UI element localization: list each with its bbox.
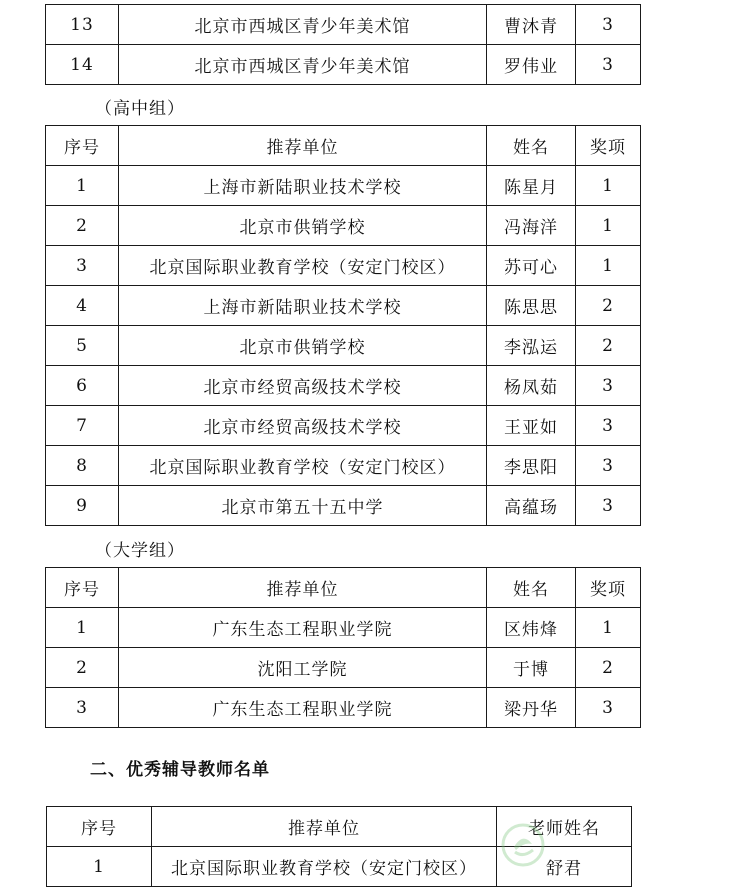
cell-unit: 上海市新陆职业技术学校 — [119, 286, 487, 326]
cell-unit: 北京市经贸高级技术学校 — [119, 366, 487, 406]
cell-no: 1 — [47, 847, 152, 887]
table-row — [46, 326, 641, 366]
cell-name: 于博 — [487, 648, 576, 688]
cell-award: 3 — [576, 5, 641, 45]
top-award-table — [45, 4, 641, 85]
cell-name: 杨凤茹 — [487, 366, 576, 406]
cell-award: 1 — [576, 206, 641, 246]
cell-no: 8 — [46, 446, 119, 486]
header-name: 姓名 — [487, 126, 576, 166]
table-row — [46, 5, 641, 45]
table-row — [46, 486, 641, 526]
table-row — [46, 286, 641, 326]
header-serial-number: 序号 — [46, 568, 119, 608]
high-school-group-label: （高中组） — [95, 99, 185, 119]
top-award-table-body — [46, 5, 641, 85]
cell-unit: 沈阳工学院 — [119, 648, 487, 688]
cell-no: 9 — [46, 486, 119, 526]
table-row — [46, 166, 641, 206]
header-serial-number: 序号 — [47, 807, 152, 847]
cell-name: 苏可心 — [487, 246, 576, 286]
cell-unit: 北京国际职业教育学校（安定门校区） — [152, 847, 497, 887]
header-name: 姓名 — [487, 568, 576, 608]
cell-name: 罗伟业 — [487, 45, 576, 85]
cell-name: 梁丹华 — [487, 688, 576, 728]
cell-award: 1 — [576, 246, 641, 286]
cell-name: 王亚如 — [487, 406, 576, 446]
cell-no: 3 — [46, 246, 119, 286]
cell-no: 1 — [46, 608, 119, 648]
table-row — [46, 246, 641, 286]
cell-unit: 北京国际职业教育学校（安定门校区） — [119, 446, 487, 486]
cell-unit: 北京市供销学校 — [119, 206, 487, 246]
table-header-row — [46, 568, 641, 608]
cell-no: 6 — [46, 366, 119, 406]
header-recommending-unit: 推荐单位 — [152, 807, 497, 847]
cell-award: 3 — [576, 688, 641, 728]
cell-name: 高蕴玚 — [487, 486, 576, 526]
cell-unit: 北京市经贸高级技术学校 — [119, 406, 487, 446]
table-row — [46, 688, 641, 728]
table-row — [46, 406, 641, 446]
cell-name: 冯海洋 — [487, 206, 576, 246]
cell-unit: 北京国际职业教育学校（安定门校区） — [119, 246, 487, 286]
cell-award: 1 — [576, 608, 641, 648]
cell-award: 2 — [576, 326, 641, 366]
cell-award: 3 — [576, 446, 641, 486]
table-header-row — [47, 807, 632, 847]
section-heading-teachers: 二、优秀辅导教师名单 — [90, 760, 270, 780]
table-row — [46, 45, 641, 85]
cell-no: 2 — [46, 206, 119, 246]
table-row — [46, 206, 641, 246]
header-recommending-unit: 推荐单位 — [119, 126, 487, 166]
university-award-table-body — [46, 568, 641, 728]
cell-award: 3 — [576, 45, 641, 85]
header-award: 奖项 — [576, 126, 641, 166]
table-row — [46, 648, 641, 688]
cell-no: 3 — [46, 688, 119, 728]
cell-no: 14 — [46, 45, 119, 85]
table-header-row — [46, 126, 641, 166]
cell-name: 区炜烽 — [487, 608, 576, 648]
teacher-list-table — [46, 806, 632, 887]
cell-teacher: 舒君 — [497, 847, 632, 887]
cell-no: 2 — [46, 648, 119, 688]
cell-no: 7 — [46, 406, 119, 446]
cell-name: 陈星月 — [487, 166, 576, 206]
cell-no: 4 — [46, 286, 119, 326]
cell-name: 李泓运 — [487, 326, 576, 366]
cell-unit: 北京市西城区青少年美术馆 — [119, 45, 487, 85]
high-school-award-table-body — [46, 126, 641, 526]
table-row — [47, 847, 632, 887]
cell-award: 2 — [576, 648, 641, 688]
cell-no: 13 — [46, 5, 119, 45]
cell-name: 曹沐青 — [487, 5, 576, 45]
cell-unit: 上海市新陆职业技术学校 — [119, 166, 487, 206]
cell-award: 3 — [576, 486, 641, 526]
teacher-list-table-body — [47, 807, 632, 887]
header-serial-number: 序号 — [46, 126, 119, 166]
cell-award: 1 — [576, 166, 641, 206]
high-school-award-table — [45, 125, 641, 526]
table-row — [46, 608, 641, 648]
cell-unit: 北京市供销学校 — [119, 326, 487, 366]
header-recommending-unit: 推荐单位 — [119, 568, 487, 608]
cell-name: 李思阳 — [487, 446, 576, 486]
table-row — [46, 366, 641, 406]
university-group-label: （大学组） — [95, 541, 185, 561]
cell-no: 1 — [46, 166, 119, 206]
cell-unit: 北京市西城区青少年美术馆 — [119, 5, 487, 45]
header-award: 奖项 — [576, 568, 641, 608]
cell-unit: 北京市第五十五中学 — [119, 486, 487, 526]
cell-award: 3 — [576, 366, 641, 406]
table-row — [46, 446, 641, 486]
cell-award: 2 — [576, 286, 641, 326]
cell-name: 陈思思 — [487, 286, 576, 326]
cell-unit: 广东生态工程职业学院 — [119, 688, 487, 728]
header-teacher-name: 老师姓名 — [497, 807, 632, 847]
cell-award: 3 — [576, 406, 641, 446]
university-award-table — [45, 567, 641, 728]
cell-no: 5 — [46, 326, 119, 366]
cell-unit: 广东生态工程职业学院 — [119, 608, 487, 648]
